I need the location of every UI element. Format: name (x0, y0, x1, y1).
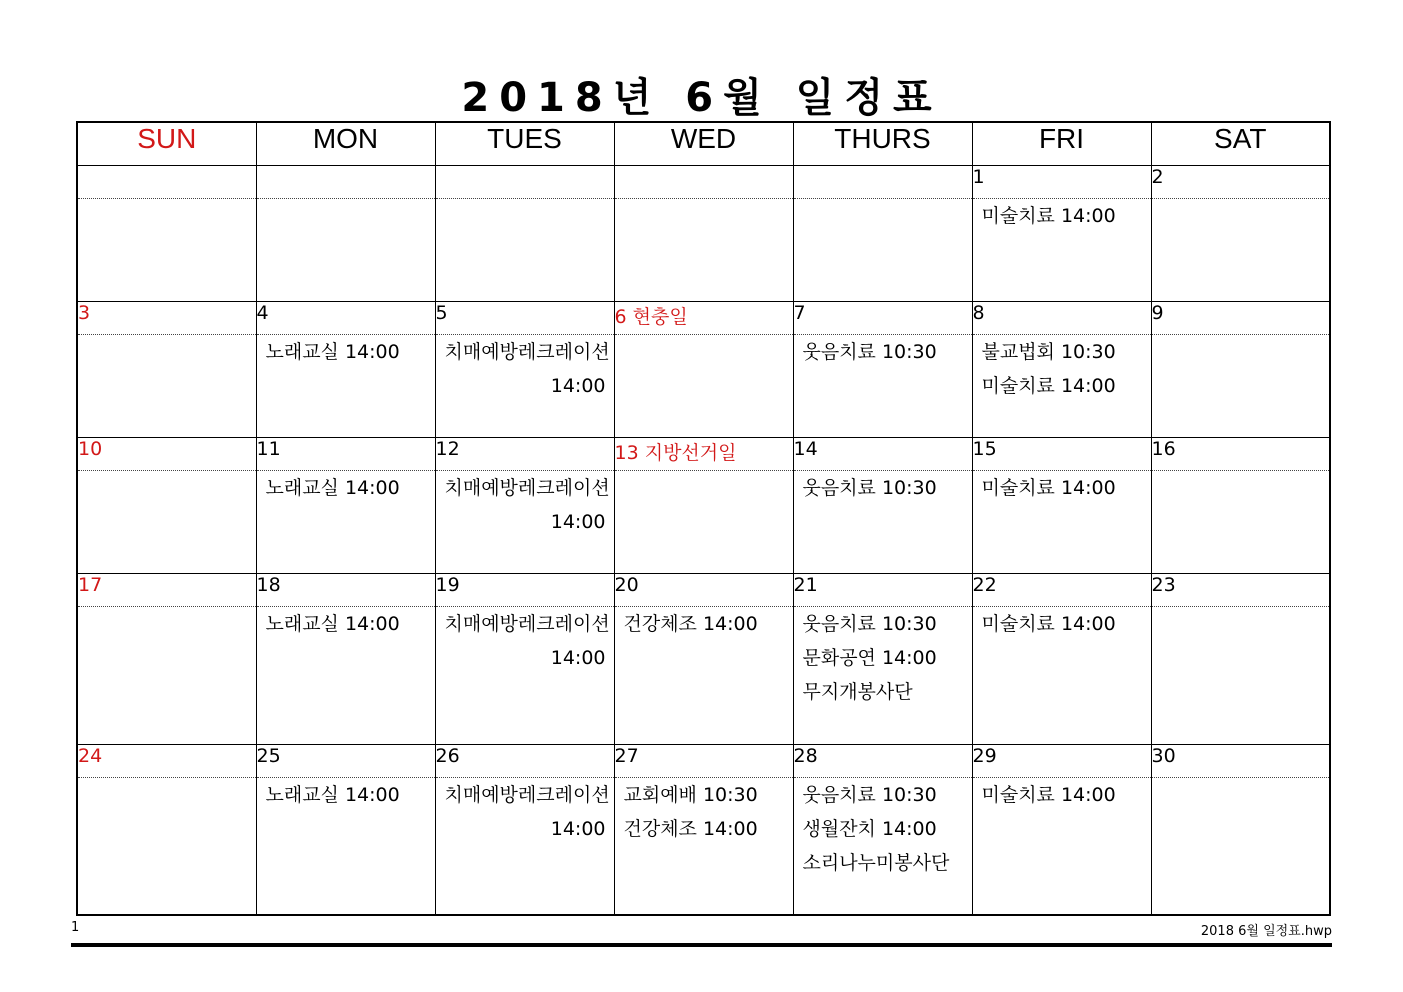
events-cell (256, 471, 435, 574)
events-cell (435, 335, 614, 438)
events-cell (435, 199, 614, 302)
event-item: 건강체조 14:00 (623, 613, 758, 635)
events-cell (1151, 778, 1330, 916)
events-cell (77, 778, 256, 916)
date-cell (256, 166, 435, 199)
event-item: 치매예방레크레이션 (444, 341, 610, 363)
events-cell (972, 335, 1151, 438)
date-cell: 15 (972, 438, 1151, 471)
event-item: 14:00 (550, 818, 606, 840)
date-cell: 12 (435, 438, 614, 471)
weekday-thu: THURS (793, 122, 972, 166)
events-cell (1151, 607, 1330, 745)
event-item: 불교법회 10:30 (981, 341, 1116, 363)
events-cell (793, 778, 972, 916)
event-item: 미술치료 14:00 (981, 477, 1116, 499)
events-cell (972, 778, 1151, 916)
date-row (77, 574, 1330, 607)
event-item: 교회예배 10:30 (623, 784, 758, 806)
date-row (77, 438, 1330, 471)
weekday-tue: TUES (435, 122, 614, 166)
event-item: 미술치료 14:00 (981, 205, 1116, 227)
event-item: 문화공연 14:00 (802, 647, 937, 669)
events-cell (614, 778, 793, 916)
date-cell (614, 166, 793, 199)
events-cell (256, 199, 435, 302)
events-cell (972, 607, 1151, 745)
events-cell (614, 471, 793, 574)
date-cell: 27 (614, 745, 793, 778)
date-cell: 19 (435, 574, 614, 607)
events-cell (972, 471, 1151, 574)
date-cell: 26 (435, 745, 614, 778)
event-item: 노래교실 14:00 (265, 341, 400, 363)
events-cell (435, 778, 614, 916)
date-cell: 9 (1151, 302, 1330, 335)
event-item: 14:00 (550, 375, 606, 397)
event-item: 14:00 (550, 647, 606, 669)
events-cell (77, 199, 256, 302)
events-cell (793, 607, 972, 745)
events-row (77, 607, 1330, 745)
event-item: 14:00 (550, 511, 606, 533)
events-cell (614, 607, 793, 745)
date-row (77, 745, 1330, 778)
event-item: 웃음치료 10:30 (802, 613, 937, 635)
date-cell: 28 (793, 745, 972, 778)
weekday-sun: SUN (77, 122, 256, 166)
date-cell: 24 (77, 745, 256, 778)
events-cell (614, 335, 793, 438)
events-cell (1151, 471, 1330, 574)
events-cell (1151, 335, 1330, 438)
date-cell: 16 (1151, 438, 1330, 471)
events-cell (972, 199, 1151, 302)
weekday-mon: MON (256, 122, 435, 166)
date-cell (435, 166, 614, 199)
weekday-fri: FRI (972, 122, 1151, 166)
date-row (77, 166, 1330, 199)
events-cell (256, 778, 435, 916)
date-cell: 21 (793, 574, 972, 607)
date-cell: 14 (793, 438, 972, 471)
weekday-sat: SAT (1151, 122, 1330, 166)
date-cell: 29 (972, 745, 1151, 778)
event-item: 건강체조 14:00 (623, 818, 758, 840)
date-cell: 2 (1151, 166, 1330, 199)
date-cell: 1 (972, 166, 1151, 199)
events-cell (435, 607, 614, 745)
event-item: 노래교실 14:00 (265, 477, 400, 499)
date-cell: 25 (256, 745, 435, 778)
date-cell: 6 현충일 (614, 302, 793, 335)
events-cell (77, 335, 256, 438)
calendar-table (76, 121, 1331, 916)
date-cell (77, 166, 256, 199)
events-row (77, 199, 1330, 302)
events-cell (793, 335, 972, 438)
date-cell: 17 (77, 574, 256, 607)
event-item: 웃음치료 10:30 (802, 341, 937, 363)
date-cell: 7 (793, 302, 972, 335)
events-cell (77, 471, 256, 574)
events-cell (435, 471, 614, 574)
events-cell (1151, 199, 1330, 302)
event-item: 치매예방레크레이션 (444, 477, 610, 499)
event-item: 웃음치료 10:30 (802, 477, 937, 499)
events-row (77, 778, 1330, 916)
date-cell: 4 (256, 302, 435, 335)
date-cell: 3 (77, 302, 256, 335)
weekday-wed: WED (614, 122, 793, 166)
event-item: 생월잔치 14:00 (802, 818, 937, 840)
events-cell (256, 335, 435, 438)
events-cell (77, 607, 256, 745)
event-item: 노래교실 14:00 (265, 784, 400, 806)
events-row (77, 471, 1330, 574)
events-row (77, 335, 1330, 438)
date-row (77, 302, 1330, 335)
date-cell: 13 지방선거일 (614, 438, 793, 471)
date-cell: 23 (1151, 574, 1330, 607)
page-number: 1 (71, 920, 80, 935)
calendar-body (77, 166, 1330, 916)
date-cell: 18 (256, 574, 435, 607)
event-item: 무지개봉사단 (802, 681, 913, 703)
event-item: 노래교실 14:00 (265, 613, 400, 635)
event-item: 미술치료 14:00 (981, 375, 1116, 397)
event-item: 치매예방레크레이션 (444, 613, 610, 635)
event-item: 웃음치료 10:30 (802, 784, 937, 806)
events-cell (793, 199, 972, 302)
date-cell: 10 (77, 438, 256, 471)
event-item: 치매예방레크레이션 (444, 784, 610, 806)
date-cell: 20 (614, 574, 793, 607)
date-cell: 30 (1151, 745, 1330, 778)
events-cell (256, 607, 435, 745)
footer-rule (71, 943, 1332, 947)
event-item: 미술치료 14:00 (981, 613, 1116, 635)
events-cell (614, 199, 793, 302)
weekday-header-row (77, 122, 1330, 166)
date-cell: 22 (972, 574, 1151, 607)
event-item: 미술치료 14:00 (981, 784, 1116, 806)
date-cell: 5 (435, 302, 614, 335)
date-cell: 11 (256, 438, 435, 471)
date-cell (793, 166, 972, 199)
page-title: 2018년 6월 일정표 (461, 75, 942, 121)
event-item: 소리나누미봉사단 (802, 852, 950, 874)
footer-filename: 2018 6월 일정표.hwp (1200, 924, 1332, 939)
date-cell: 8 (972, 302, 1151, 335)
events-cell (793, 471, 972, 574)
